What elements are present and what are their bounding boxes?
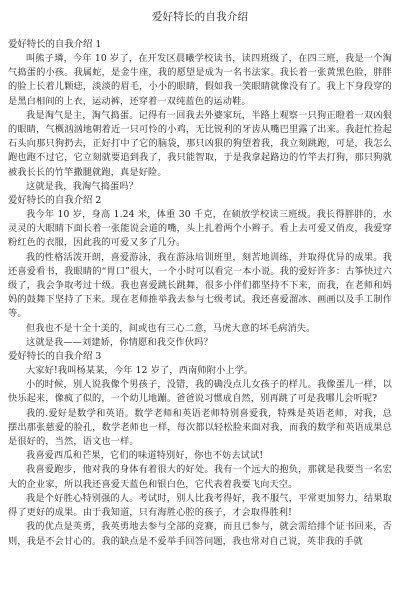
section-heading: 爱好特长的自我介绍 2 (8, 195, 102, 207)
document-title: 爱好特长的自我介绍 (151, 11, 249, 23)
section-heading: 爱好特长的自我介绍 3 (8, 351, 102, 363)
paragraph: 我喜爱西瓜和芒果，它们的味道特别好，你也不妨去试试! (26, 450, 264, 462)
paragraph: 这就是我，我淘气捣蛋吗？ (26, 180, 139, 192)
paragraph: 我喜爱跑步，他对我的身体有着很大的好处。我有一个远大的抱负，那就是我要当一名宏大的企业家，所以我还喜爱天蓝色和银白色，它代表着我要飞向天空。 (8, 464, 392, 490)
paragraph: 但我也不是十全十美的，间或也有三心二意，马虎大意的坏毛病消失。 (26, 322, 316, 334)
section-3 (8, 350, 392, 549)
paragraph: 叫熊子璘，今年 10 岁了，在开发区晨曦学校读书，读四班级了，在四三班，我是一个淘气捣蛋的小孩。我属蛇，是金牛座，我的愿望是成为一名书法家。我长着一张黄黑色脸，胖胖的脸上长着儿颗痣，淡淡的眉毛，小小的眼睛，假如我一笑眼睛就像没有了。我上下身段穿的是黑白相间的上衣，运动裤，还穿着一双纯蓝色的运动鞋。 (8, 53, 392, 107)
paragraph: 我的性格活泼开朗，喜爱游泳，我在游泳培训班里，刻苦地训练，并取得优异的成果。我还喜爱看书，我眼睛的“胃口”很大，一个小时可以看完一本小说。我的爱好许多：古筝快过六级了，我会争取考过十级。我也喜爱跳长跳舞，很多小伴们都坚持不下来，而我，在老师和妈妈的鼓舞下坚持了下来。现在老师推举我去参与七级考试。我还喜爱溜冰、画画以及手工制作等。 (8, 251, 392, 320)
section-1 (8, 38, 392, 194)
section-heading: 爱好特长的自我介绍 1 (8, 39, 102, 50)
paragraph: 我的.爱好是数学和英语。数学老师和英语老师特别喜爱我，特殊是英语老师，对我，总摆出那张慈爱的脸孔，数学老师也一样，每次都以轻松脸来面对我，而我的数学和英语成果总是很好的，当然，语文也一样。 (8, 407, 392, 448)
section-2 (8, 194, 392, 350)
paragraph: 我的优点是英勇，我英勇地去参与全部的竞赛，而且已参与，就会需给排个证书回来，否则，我是不会甘心的。我的缺点是不爱举手回答问题，我也常对自己说，英非我的手就 (8, 521, 392, 547)
paragraph: 这就是我——刘建娇，你情愿和我交作伙吗？ (26, 336, 213, 348)
paragraph: 大家好!我叫杨某某，今年 12 岁了，西南师附小上学。 (26, 365, 254, 377)
paragraph: 我今年 10 岁，身高 1.24 米，体重 30 千克，在硕放学校读三班级。我长得胖胖的，水灵灵的大眼睛下面长着一张能说会道的嘴，头上扎着两个小辫子。看上去可爱又俏皮，我爱穿粉红色的衣服，因此我的可爱又多了几分。 (8, 209, 392, 249)
paragraph: 小的时候，别人说我像个男孩子，没错，我的确没点儿女孩子的样儿。我像蛋儿一样，以快乐起来，像疯了似的，一个幼儿地蹦。爸爸说习惯成自然，别再跳了可是我哪儿会听呢? (8, 379, 392, 405)
paragraph: 我是个好胜心特别强的人。考试时，别人比我考得好，我不服气，平常更加努力，结果取得了更好的成果。由于我知道，只有海胜心腔的孩子，才会取得胜利! (8, 492, 392, 519)
paragraph: 我是淘气是主，淘气捣蛋。记得有一回我去外婆家玩，半路上观察一只狗正瞪着一双凶狠的眼睛，气概汹汹地朝着近一只可怜的小鸡，无比锐利的牙齿从嘴巴里露了出来。我赶忙捡起石头向那只狗扔去，正好打中了它的脑袋，那只凶狠的狗望着我，我立刻跳跑，可是，我怎么跑也跑不过它，它立刻就要追到我了，我只能智取，于是我拿起路边的竹竿去打狗，那只狗就被我长长的竹竿撒腿就跑，真是好险。 (8, 109, 392, 178)
